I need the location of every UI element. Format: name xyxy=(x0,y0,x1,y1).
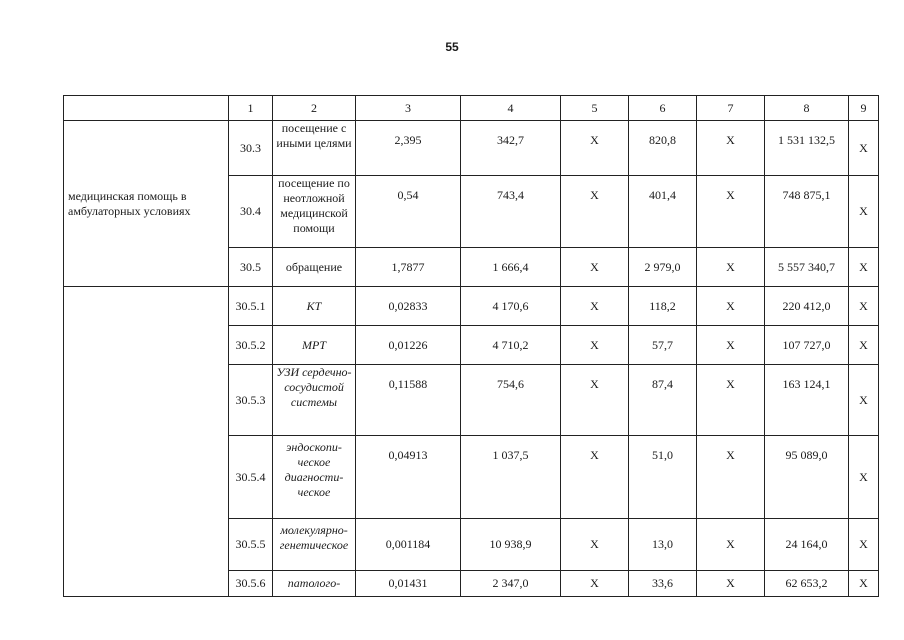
cell-4: 4 170,6 xyxy=(461,287,561,326)
cell-8: 748 875,1 xyxy=(765,176,849,248)
cell-6: 87,4 xyxy=(629,365,697,436)
cell-5: X xyxy=(561,121,629,176)
cell-3: 0,04913 xyxy=(356,436,461,519)
cell-6: 118,2 xyxy=(629,287,697,326)
cell-9: X xyxy=(849,436,879,519)
cell-5: X xyxy=(561,436,629,519)
cell-6: 820,8 xyxy=(629,121,697,176)
cell-5: X xyxy=(561,287,629,326)
header-cell: 8 xyxy=(765,96,849,121)
empty-category-cell xyxy=(64,287,229,597)
row-name: патолого- xyxy=(273,571,356,597)
row-name: молекулярно-генетическое xyxy=(273,519,356,571)
cell-7: X xyxy=(697,519,765,571)
cell-7: X xyxy=(697,436,765,519)
cell-6: 57,7 xyxy=(629,326,697,365)
cell-3: 0,02833 xyxy=(356,287,461,326)
row-name: эндоскопи-ческое диагности-ческое xyxy=(273,436,356,519)
header-cell: 7 xyxy=(697,96,765,121)
cell-7: X xyxy=(697,326,765,365)
cell-9: X xyxy=(849,326,879,365)
cell-7: X xyxy=(697,365,765,436)
tariff-table xyxy=(63,95,879,597)
cell-6: 33,6 xyxy=(629,571,697,597)
cell-8: 24 164,0 xyxy=(765,519,849,571)
cell-8: 107 727,0 xyxy=(765,326,849,365)
row-code: 30.5.1 xyxy=(229,287,273,326)
cell-5: X xyxy=(561,248,629,287)
cell-9: X xyxy=(849,571,879,597)
header-cell: 2 xyxy=(273,96,356,121)
cell-5: X xyxy=(561,176,629,248)
row-code: 30.5.5 xyxy=(229,519,273,571)
cell-3: 2,395 xyxy=(356,121,461,176)
cell-9: X xyxy=(849,121,879,176)
row-name: КТ xyxy=(273,287,356,326)
row-name: посещение с иными целями xyxy=(273,121,356,176)
header-cell xyxy=(64,96,229,121)
cell-9: X xyxy=(849,248,879,287)
cell-4: 1 037,5 xyxy=(461,436,561,519)
header-cell: 5 xyxy=(561,96,629,121)
row-code: 30.5 xyxy=(229,248,273,287)
cell-6: 13,0 xyxy=(629,519,697,571)
row-code: 30.5.6 xyxy=(229,571,273,597)
cell-8: 163 124,1 xyxy=(765,365,849,436)
category-label: медицинская помощь в амбулаторных условиях xyxy=(64,121,229,287)
row-code: 30.3 xyxy=(229,121,273,176)
cell-7: X xyxy=(697,287,765,326)
row-code: 30.5.4 xyxy=(229,436,273,519)
table-row xyxy=(64,121,879,176)
cell-3: 0,001184 xyxy=(356,519,461,571)
cell-6: 51,0 xyxy=(629,436,697,519)
cell-4: 754,6 xyxy=(461,365,561,436)
header-cell: 4 xyxy=(461,96,561,121)
row-code: 30.5.2 xyxy=(229,326,273,365)
row-name: МРТ xyxy=(273,326,356,365)
cell-4: 10 938,9 xyxy=(461,519,561,571)
cell-3: 0,01431 xyxy=(356,571,461,597)
cell-8: 220 412,0 xyxy=(765,287,849,326)
cell-3: 0,54 xyxy=(356,176,461,248)
cell-7: X xyxy=(697,121,765,176)
cell-9: X xyxy=(849,287,879,326)
cell-9: X xyxy=(849,519,879,571)
cell-5: X xyxy=(561,326,629,365)
cell-4: 743,4 xyxy=(461,176,561,248)
cell-4: 4 710,2 xyxy=(461,326,561,365)
cell-9: X xyxy=(849,365,879,436)
cell-7: X xyxy=(697,248,765,287)
header-cell: 6 xyxy=(629,96,697,121)
cell-3: 0,11588 xyxy=(356,365,461,436)
cell-4: 2 347,0 xyxy=(461,571,561,597)
cell-6: 401,4 xyxy=(629,176,697,248)
cell-9: X xyxy=(849,176,879,248)
cell-8: 62 653,2 xyxy=(765,571,849,597)
cell-8: 95 089,0 xyxy=(765,436,849,519)
cell-4: 1 666,4 xyxy=(461,248,561,287)
cell-5: X xyxy=(561,519,629,571)
cell-7: X xyxy=(697,571,765,597)
cell-5: X xyxy=(561,571,629,597)
cell-4: 342,7 xyxy=(461,121,561,176)
cell-8: 5 557 340,7 xyxy=(765,248,849,287)
header-cell: 1 xyxy=(229,96,273,121)
table-row xyxy=(64,287,879,326)
cell-8: 1 531 132,5 xyxy=(765,121,849,176)
cell-7: X xyxy=(697,176,765,248)
cell-3: 0,01226 xyxy=(356,326,461,365)
header-cell: 9 xyxy=(849,96,879,121)
page-number: 55 xyxy=(445,40,459,54)
row-name: УЗИ сердечно-сосудистой системы xyxy=(273,365,356,436)
row-code: 30.5.3 xyxy=(229,365,273,436)
cell-5: X xyxy=(561,365,629,436)
header-cell: 3 xyxy=(356,96,461,121)
cell-6: 2 979,0 xyxy=(629,248,697,287)
table-header-row xyxy=(64,96,879,121)
row-name: обращение xyxy=(273,248,356,287)
row-name: посещение по неотложной медицинской помощи xyxy=(273,176,356,248)
row-code: 30.4 xyxy=(229,176,273,248)
cell-3: 1,7877 xyxy=(356,248,461,287)
